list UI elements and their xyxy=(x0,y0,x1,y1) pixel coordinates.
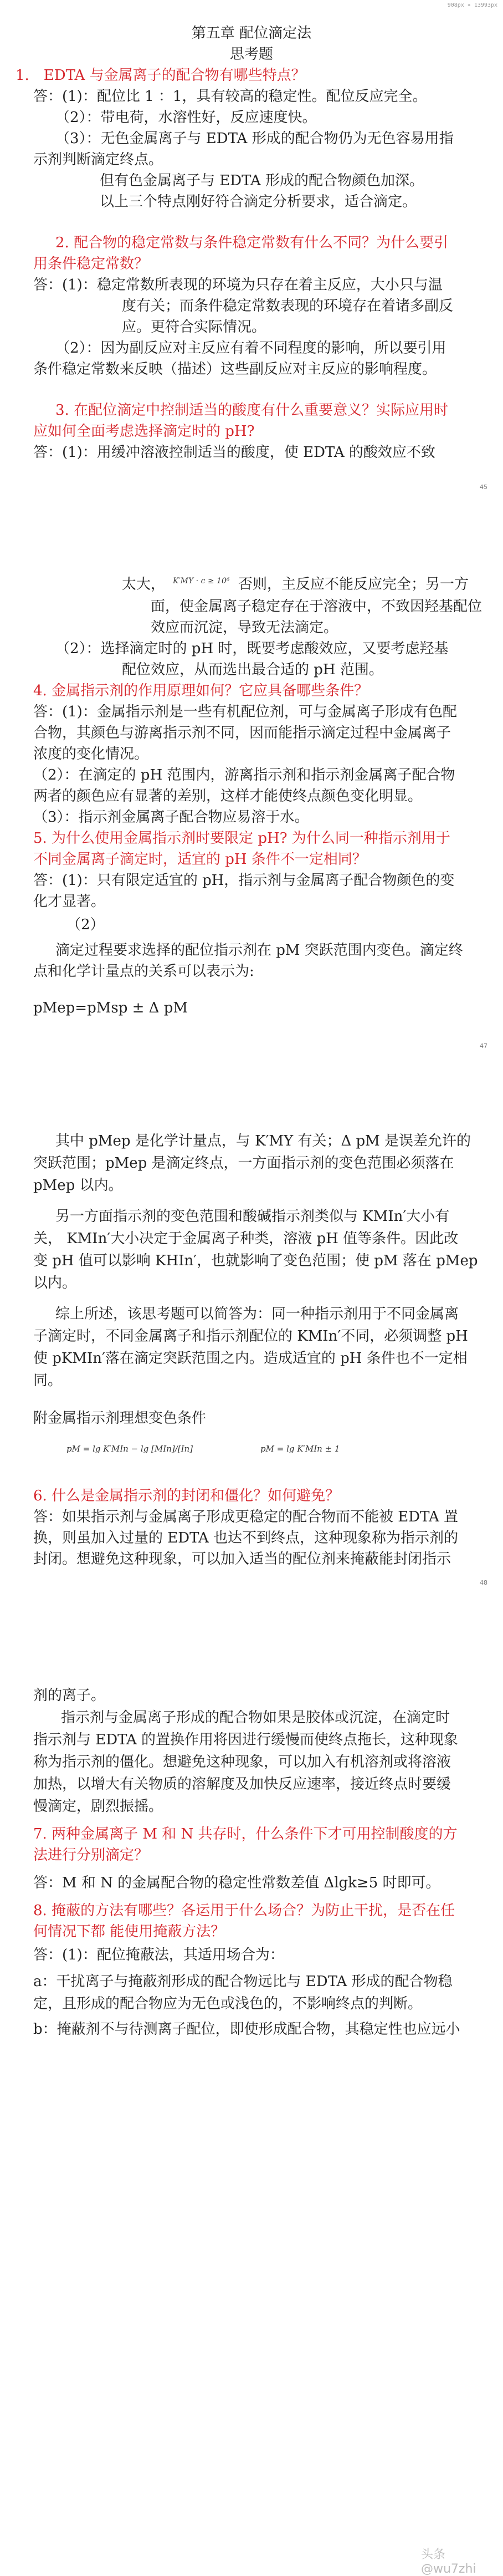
question-5: 5. 为什么使用金属指示剂时要限定 pH? 为什么同一种指示剂用于 xyxy=(33,830,450,847)
question-8b: 何情况下都 能使用掩蔽方法？ xyxy=(33,1923,225,1940)
q3-cont-4: （2）：选择滴定时的 pH 时，既要考虑酸效应，又要考虑羟基 xyxy=(55,640,449,657)
question-2b: 用条件稳定常数？ xyxy=(33,256,149,272)
q6-answer-1: 答：如果指示剂与金属离子形成更稳定的配合物而不能被 EDTA 置 xyxy=(33,1509,459,1525)
p3-para-1b: 突跃范围；pMep 是滴定终点，一方面指示剂的变色范围必须落在 xyxy=(33,1155,454,1172)
q8-answer-b: b：掩蔽剂不与待测离子配位，即使形成配合物，其稳定性也应远小 xyxy=(33,2021,460,2038)
q6-answer-1c: 封闭。想避免这种现象，可以加入适当的配位剂来掩蔽能封闭指示 xyxy=(33,1551,451,1567)
page-number: 45 xyxy=(480,483,487,491)
q2-answer-2: （2）：因为副反应对主反应有着不同程度的影响，所以要引用 xyxy=(55,340,446,357)
q8-answer-a2: 定，且形成的配合物应为无色或浅色的，不影响终点的判断。 xyxy=(33,1995,423,2012)
question-4: 4. 金属指示剂的作用原理如何？它应具备哪些条件？ xyxy=(33,683,369,699)
q3-cont-5: 配位效应，从而选出最合适的 pH 范围。 xyxy=(122,661,383,678)
question-3b: 应如何全面考虑选择滴定时的 pH? xyxy=(33,423,255,440)
q2-answer-1b: 度有关；而条件稳定常数表现的环境存在着诸多副反 xyxy=(122,298,454,314)
pm-formula-1: pM = lg K′MIn − lg [MIn]/[In] xyxy=(66,1444,193,1454)
chapter-subtitle: 思考题 xyxy=(229,46,273,63)
q5-answer-1: 答：(1)：只有限定适宜的 pH，指示剂与金属离子配合物颜色的变 xyxy=(33,872,455,889)
q1-answer-3b: 示剂判断滴定终点。 xyxy=(33,151,163,168)
p3-para-3c: 使 pKMIn′落在滴定突跃范围之内。造成适宜的 pH 条件也不一定相 xyxy=(33,1350,468,1367)
q3-cont-3: 效应而沉淀，导致无法滴定。 xyxy=(151,619,338,636)
q6-para-1: 指示剂与金属离子形成的配合物如果是胶体或沉淀，在滴定时 xyxy=(61,1709,450,1726)
q5-answer-2: （2） xyxy=(66,917,105,933)
q7-answer: 答：M 和 N 的金属配合物的稳定性常数差值 Δlgk≥5 时即可。 xyxy=(33,1875,440,1891)
q3-answer-1: 答：(1)：用缓冲溶液控制适当的酸度，使 EDTA 的酸效应不致 xyxy=(33,444,435,461)
q5-answer-1b: 化才显著。 xyxy=(33,893,106,910)
q1-answer-5: 以上三个特点刚好符合滴定分析要求，适合滴定。 xyxy=(100,194,417,210)
page-number: 47 xyxy=(480,1042,487,1050)
q6-answer-1b: 换，则虽加入过量的 EDTA 也达不到终点，这种现象称为指示剂的 xyxy=(33,1530,459,1546)
q3-cont-1a: 太大， xyxy=(122,576,166,593)
p3-para-3: 综上所述，该思考题可以简答为：同一种指示剂用于不同金属离 xyxy=(55,1306,459,1322)
p3-para-2: 另一方面指示剂的变色范围和酸碱指示剂类似与 KMIn′大小有 xyxy=(55,1208,450,1225)
q2-answer-1c: 应。更符合实际情况。 xyxy=(122,319,266,335)
q4-answer-1: 答：(1)：金属指示剂是一些有机配位剂，可与金属离子形成有色配 xyxy=(33,704,457,720)
pm-formula-2: pM = lg K′MIn ± 1 xyxy=(260,1444,340,1454)
p3-para-2c: 变 pH 值可以影响 KHIn′，也就影响了变色范围；使 pM 落在 pMep xyxy=(33,1253,478,1269)
question-7b: 法进行分别滴定？ xyxy=(33,1847,149,1864)
p3-para-2b: 关， KMIn′大小决定于金属离子种类，溶液 pH 值等条件。因此改 xyxy=(33,1230,459,1247)
q6-para-1e: 慢滴定，剧烈振摇。 xyxy=(33,1798,163,1815)
p3-para-2d: 以内。 xyxy=(33,1275,77,1291)
p3-para-3d: 同。 xyxy=(33,1372,63,1389)
question-5b: 不同金属离子滴定时，适宜的 pH 条件不一定相同？ xyxy=(33,851,367,868)
pm-relation: pMep=pMsp ± Δ pM xyxy=(33,1000,188,1016)
q1-answer-1: 答：(1)：配位比 1 ：1，具有较高的稳定性。配位反应完全。 xyxy=(33,88,427,105)
p3-para-1: 其中 pMep 是化学计量点，与 K′MY 有关；Δ pM 是误差允许的 xyxy=(55,1133,471,1149)
q6-para-1c: 称为指示剂的僵化。想避免这种现象，可以加入有机溶剂或将溶液 xyxy=(33,1754,451,1770)
q4-answer-3: （3）：指示剂金属离子配合物应易溶于水。 xyxy=(33,809,309,826)
question-2: 2. 配合物的稳定常数与条件稳定常数有什么不同？为什么要引 xyxy=(55,235,449,251)
q6-para-1b: 指示剂与 EDTA 的置换作用将因进行缓慢而使终点拖长，这种现象 xyxy=(33,1732,459,1748)
q4-answer-2b: 两者的颜色应有显著的差别，这样才能使终点颜色变化明显。 xyxy=(33,788,423,805)
p3-para-3b: 子滴定时，不同金属离子和指示剂配位的 KMIn′不同，必须调整 pH xyxy=(33,1328,468,1345)
q5-para-1b: 点和化学计量点的关系可以表示为: xyxy=(33,963,254,980)
p3-para-1c: pMep 以内。 xyxy=(33,1177,123,1194)
q4-answer-1b: 合物，其颜色与游离指示剂不同，因而能指示滴定过程中金属离子 xyxy=(33,725,451,741)
chapter-title: 第五章 配位滴定法 xyxy=(191,25,312,42)
q4-answer-2: （2）：在滴定的 pH 范围内，游离指示剂和指示剂金属离子配合物 xyxy=(33,767,455,783)
q2-answer-1: 答：(1)：稳定常数所表现的环境为只存在着主反应，大小只与温 xyxy=(33,277,443,293)
q6-para-1d: 加热，以增大有关物质的溶解度及加快反应速率，接近终点时要缓 xyxy=(33,1776,451,1793)
stability-condition-formula: K′MY · c ≥ 10⁶ xyxy=(173,577,230,586)
question-6: 6. 什么是金属指示剂的封闭和僵化？如何避免？ xyxy=(33,1488,340,1504)
image-size-label: 908px × 13993px xyxy=(447,2,497,8)
q1-answer-4: 但有色金属离子与 EDTA 形成的配合物颜色加深。 xyxy=(100,172,424,189)
q8-answer-a: a：干扰离子与掩蔽剂形成的配合物远比与 EDTA 形成的配合物稳 xyxy=(33,1973,453,1990)
q5-para-1: 滴定过程要求选择的配位指示剂在 pM 突跃范围内变色。滴定终 xyxy=(55,942,463,959)
q1-answer-2: （2）：带电荷，水溶性好，反应速度快。 xyxy=(55,109,317,126)
question-7: 7. 两种金属离子 M 和 N 共存时，什么条件下才可用控制酸度的方 xyxy=(33,1826,458,1842)
question-1: 1. EDTA 与金属离子的配合物有哪些特点？ xyxy=(16,67,306,84)
watermark: 头条 @wu7zhi xyxy=(421,2548,476,2576)
q8-answer-1: 答：(1)：配位掩蔽法，其适用场合为： xyxy=(33,1947,284,1963)
indicator-condition-heading: 附金属指示剂理想变色条件 xyxy=(33,1410,207,1427)
q3-cont-2: 面，使金属离子稳定存在于溶液中，不致因羟基配位 xyxy=(151,598,483,615)
q4-answer-1c: 浓度的变化情况。 xyxy=(33,746,149,762)
q2-answer-2b: 条件稳定常数来反映（描述）这些副反应对主反应的影响程度。 xyxy=(33,361,437,378)
question-8: 8. 掩蔽的方法有哪些？各运用于什么场合？为防止干扰，是否在任 xyxy=(33,1902,455,1919)
question-3: 3. 在配位滴定中控制适当的酸度有什么重要意义？实际应用时 xyxy=(55,402,449,419)
q1-answer-3: （3）：无色金属离子与 EDTA 形成的配合物仍为无色容易用指 xyxy=(55,130,454,147)
page-number: 48 xyxy=(480,1579,487,1586)
q3-cont-1b: 否则，主反应不能反应完全；另一方 xyxy=(238,576,469,593)
q6-cont: 剂的离子。 xyxy=(33,1687,106,1704)
